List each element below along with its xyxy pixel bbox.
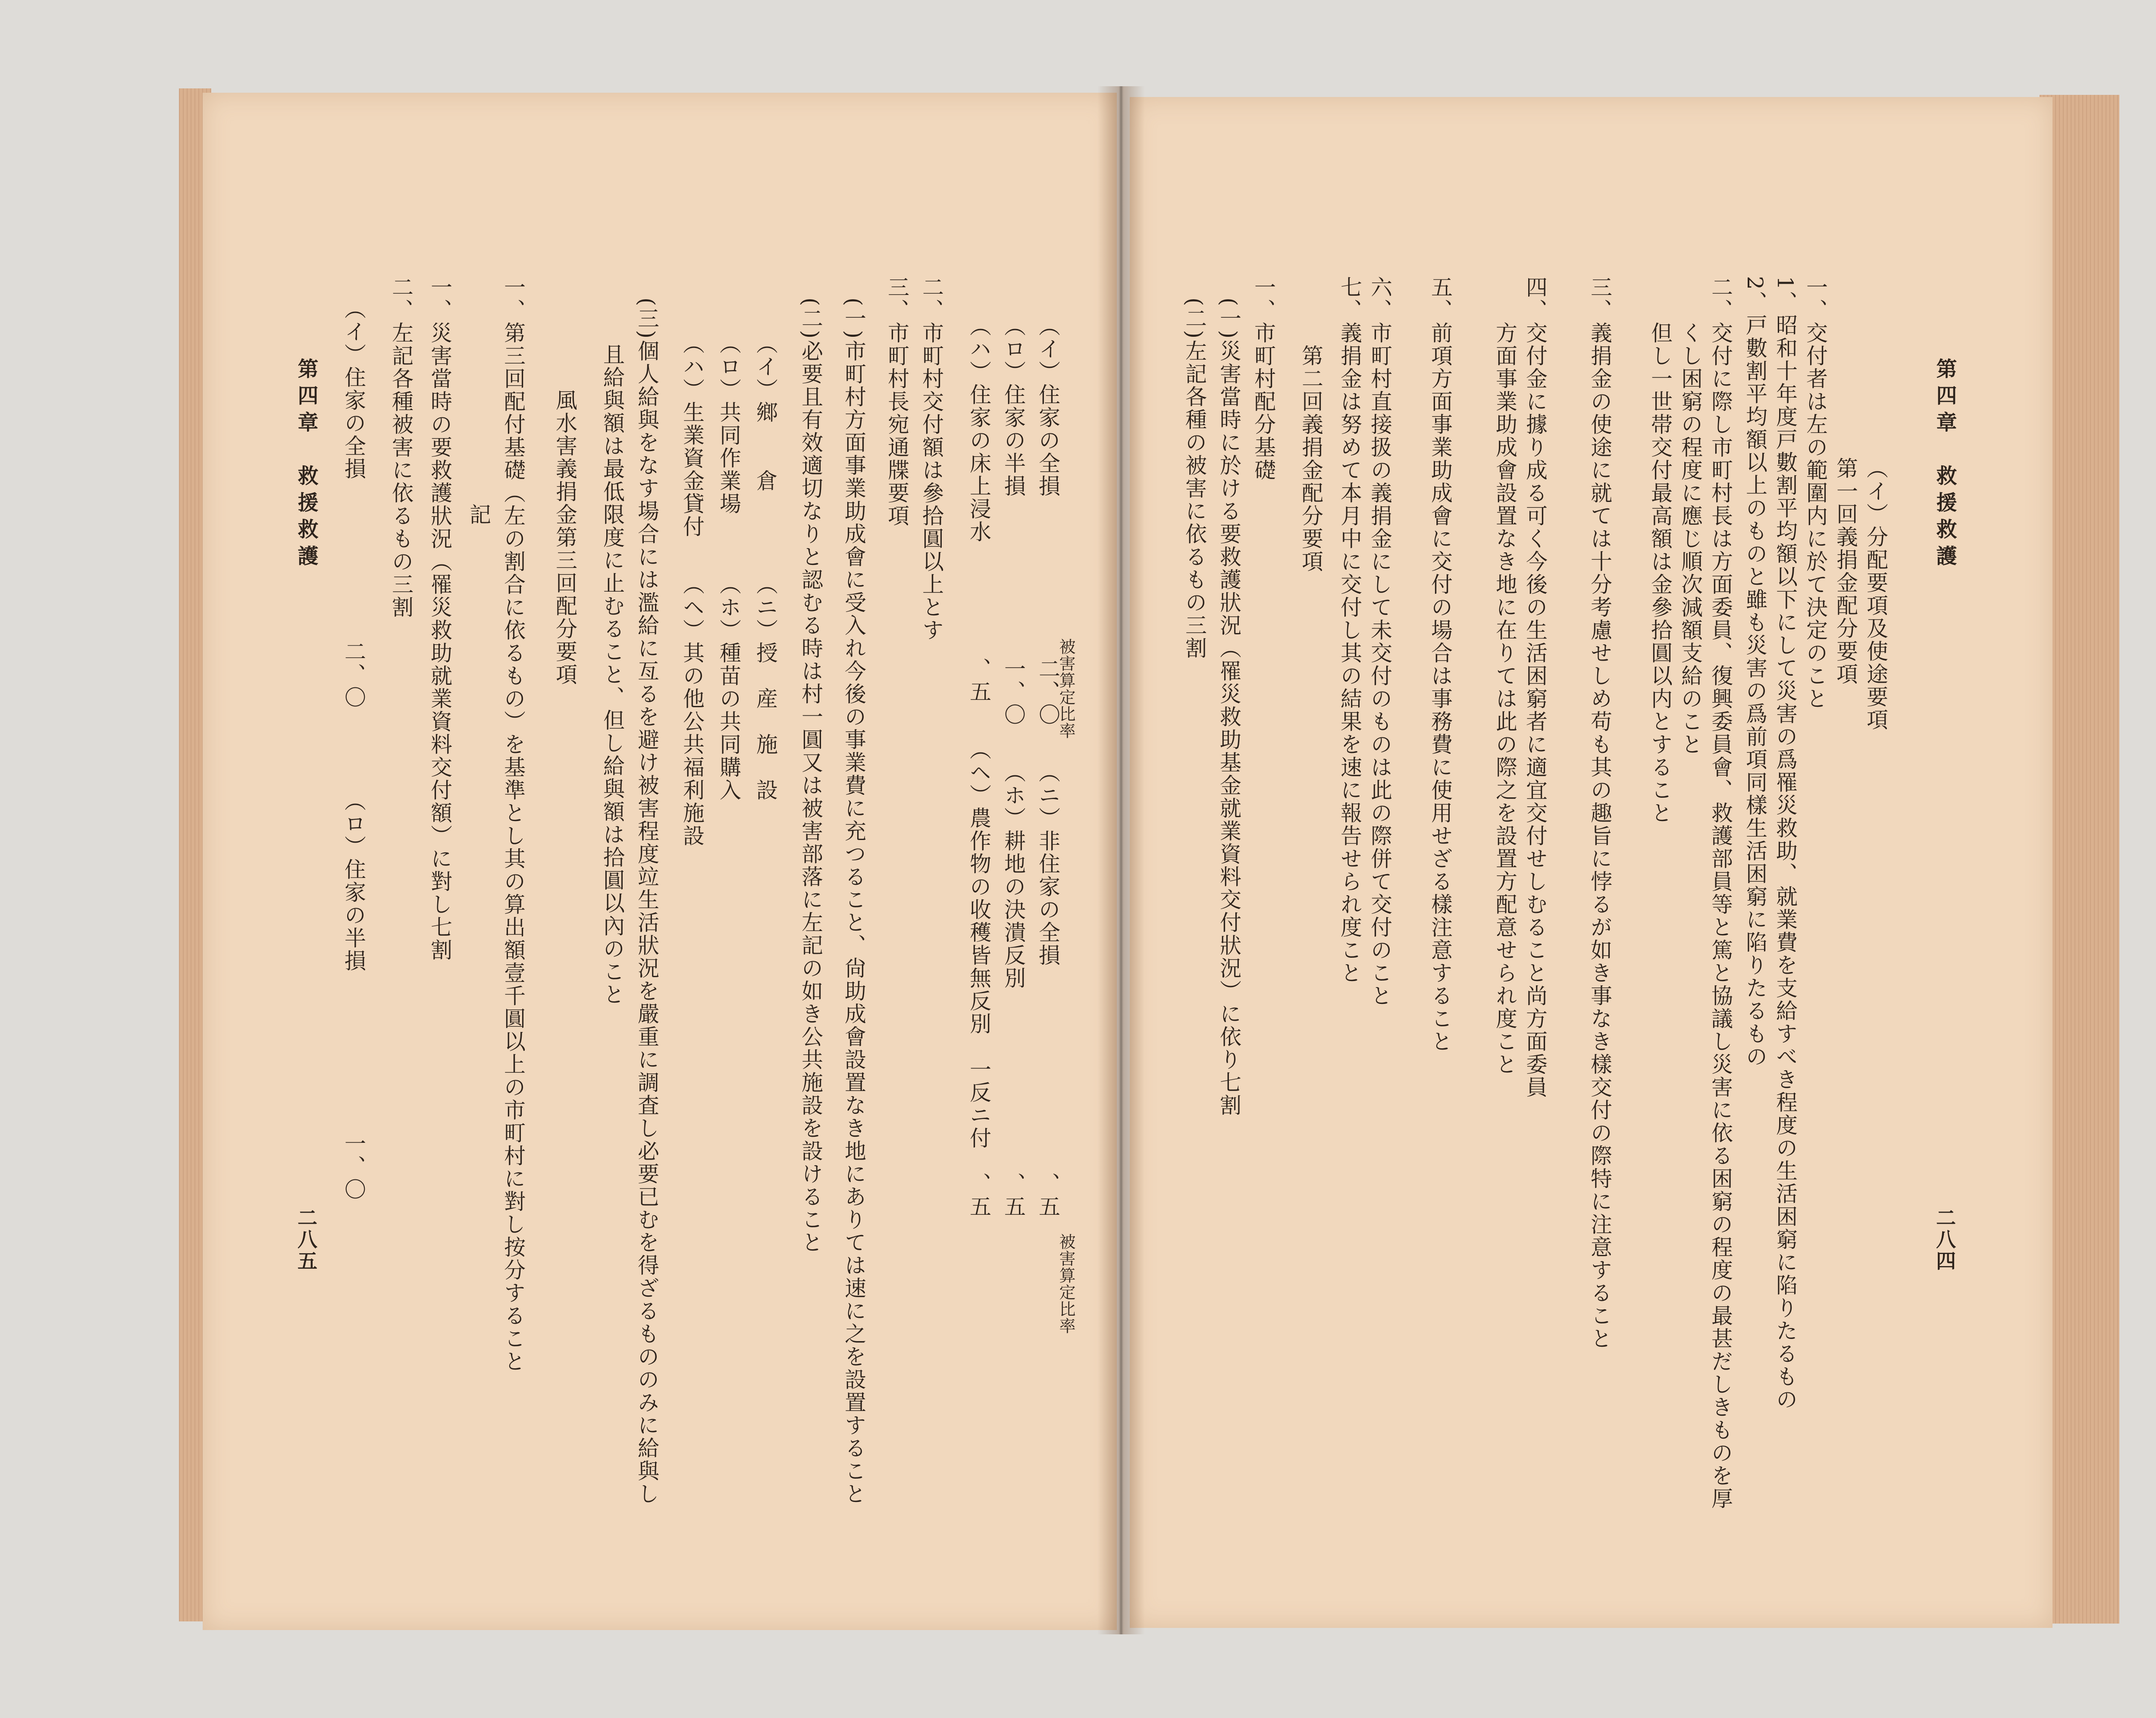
left-line-17: 二、左記各種被害に依るもの三割	[389, 276, 414, 619]
right-line-8: 四、交付金に據り成る可く今後の生活困窮者に適宜交付せしむること尚方面委員	[1523, 276, 1548, 1099]
left-rate-header-1: 被害算定比率	[1056, 638, 1075, 739]
right-section-head: （イ）分配要項及使途要項	[1863, 457, 1888, 731]
left-line-1: （イ）住家の全損 二、〇 （ニ）非住家の全損 、五	[1035, 315, 1060, 1218]
book-gutter	[1097, 86, 1145, 1634]
left-line-2: （ロ）住家の半損 一、〇 （ホ）耕地の決潰反別 、五	[1001, 315, 1026, 1218]
right-line-16: (二)左記各種の被害に依るもの三割	[1182, 298, 1207, 660]
right-line-7: 三、義捐金の使途に就ては十分考慮せしめ苟も其の趣旨に悖るが如き事なき樣交付の際特に注意すること	[1587, 276, 1612, 1350]
left-page-number: 二八五	[295, 1207, 318, 1272]
left-line-14: 記	[466, 298, 491, 526]
left-rate-header-2: 被害算定比率	[1056, 1233, 1075, 1334]
right-line-12: 七、義捐金は努めて本月中に交付し其の結果を速に報告せられ度こと	[1337, 276, 1362, 984]
left-line-10: （ハ）生業資金貸付 （ヘ）其の他公共福利施設	[680, 298, 705, 847]
right-line-5: くし困窮の程度に應じ順次減額支給のこと	[1678, 276, 1703, 756]
left-line-9: （ロ）共同作業場 （ホ）種苗の共同購入	[716, 298, 741, 802]
left-line-5: 三、市町村長宛通牒要項	[884, 276, 909, 527]
right-line-6: 但し一世帯交付最高額は金參拾圓以内とすること	[1648, 276, 1673, 825]
right-page-header: 第四章 救援救護	[1933, 358, 1957, 572]
left-line-7: (二)必要且有效適切なりと認むる時は村一圓又は被害部落に左記の如き公共施設を設けること	[798, 298, 823, 1254]
left-line-16: 一、災害當時の要救護狀況（罹災救助就業資料交付額）に對し七割	[427, 276, 452, 962]
left-line-11: (三)個人給與をなす場合には濫給に亙るを避け被害程度竝生活狀況を嚴重に調査し必要已むを得ざるもののみに給與し	[634, 298, 659, 1506]
right-line-11: 六、市町村直接扱の義捐金にして未交付のものは此の際併て交付のこと	[1367, 276, 1392, 1007]
left-line-3: （ハ）住家の床上浸水 、五 （ヘ）農作物の收穫皆無反別 一反ニ付 、五	[966, 315, 991, 1218]
left-line-18: （イ）住家の全損 二、〇 （ロ）住家の半損 一、〇	[341, 298, 366, 1201]
left-page-header: 第四章 救援救護	[294, 358, 318, 572]
left-line-12: 且給與額は最低限度に止むること、但し給與額は拾圓以內のこと	[600, 298, 625, 1006]
right-line-3: 2、戸數割平均額以上のものと雖も災害の爲前項同樣生活困窮に陷りたるもの	[1742, 276, 1767, 1068]
right-line-13: 第二回義捐金配分要項	[1298, 276, 1323, 573]
left-line-13: 風水害義捐金第三回配分要項	[552, 298, 577, 686]
right-line-4: 二、交付に際し市町村長は方面委員、復興委員會、救護部員等と篤と協議し災害に依る困窮の程度の最甚だしきものを厚	[1708, 276, 1733, 1510]
right-subsection-head: 第一回義捐金配分要項	[1833, 457, 1858, 686]
left-line-4: 二、市町村交付額は參拾圓以上とす	[919, 276, 944, 642]
right-line-15: (一)災害當時に於ける要救護狀況（罹災救助基金就業資料交付狀況）に依り七割	[1216, 298, 1241, 1117]
left-line-15: 一、第三回配付基礎（左の割合に依るもの）を基準とし其の算出額壹千圓以上の市町村に對し按分すること	[501, 276, 526, 1373]
right-line-2: 1、昭和十年度戸數割平均額以下にして災害の爲罹災救助、就業費を支給すべき程度の生活困窮に陷りたるもの	[1773, 276, 1798, 1411]
right-page-number: 二八四	[1933, 1207, 1956, 1272]
right-line-9: 方面事業助成會設置なき地に在りては此の際之を設置方配意せられ度こと	[1492, 276, 1517, 1076]
left-line-6: (一)市町村方面事業助成會に受入れ今後の事業費に充つること、尙助成會設置なき地にありては速に之を設置すること	[841, 298, 866, 1506]
right-line-10: 五、前項方面事業助成會に交付の場合は事務費に使用せざる樣注意すること	[1428, 276, 1453, 1053]
left-line-8: （イ）鄉 倉 （ニ）授 産 施 設	[753, 298, 778, 802]
right-line-1: 一、交付者は左の範圍内に於て決定のこと	[1803, 276, 1828, 710]
right-line-14: 一、市町村配分基礎	[1251, 276, 1276, 482]
